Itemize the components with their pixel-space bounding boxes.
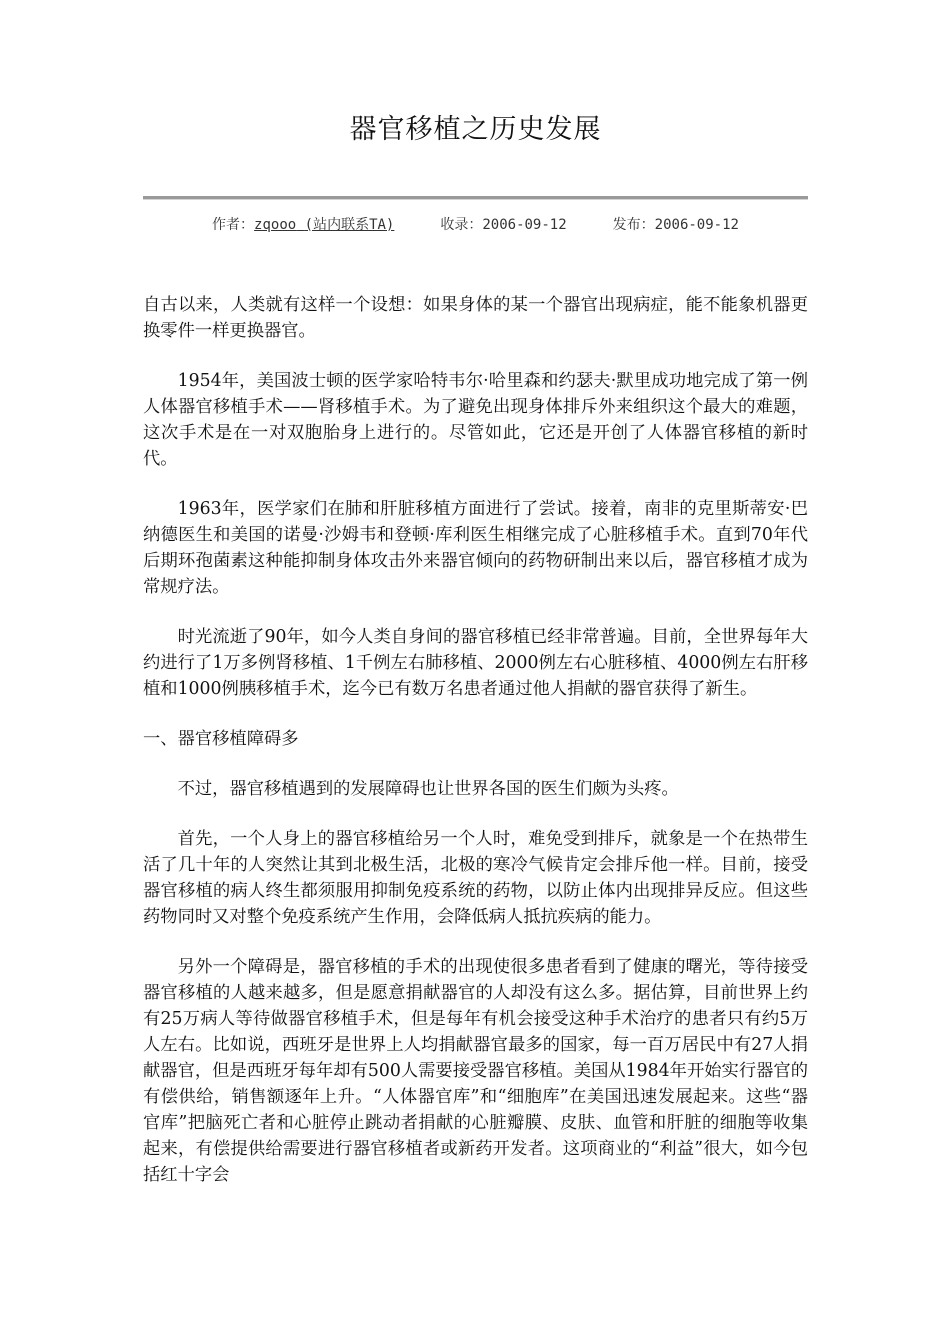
paragraph-current-status: 时光流逝了90年，如今人类自身间的器官移植已经非常普遍。目前，全世界每年大约进行了1万多例肾移植、1千例左右肺移植、2000例左右心脏移植、4000例左右肝移植和1000例胰移植手术，迄今已有数万名患者通过他人捐献的器官获得了新生。: [143, 627, 808, 699]
paragraph-obstacles-intro: 不过，器官移植遇到的发展障碍也让世界各国的医生们颇为头疼。: [177, 779, 679, 799]
paragraph-intro: 自古以来，人类就有这样一个设想：如果身体的某一个器官出现病症，能不能象机器更换零件一样更换器官。: [143, 295, 808, 341]
paragraph-donor-shortage: 另外一个障碍是，器官移植的手术的出现使很多患者看到了健康的曙光，等待接受器官移植的人越来越多，但是愿意捐献器官的人却没有这么多。据估算，目前世界上约有25万病人等待做器官移植手术，但是每年有机会接受这种手术治疗的患者只有约5万人左右。比如说，西班牙是世界上人均捐献器官最多的国家，每一百万居民中有27人捐献器官，但是西班牙每年却有500人需要接受器官移植。美国从1984年开始实行器官的有偿供给，销售额逐年上升。“人体器官库”和“细胞库”在美国迅速发展起来。这些“器官库”把脑死亡者和心脏停止跳动者捐献的心脏瓣膜、皮肤、血管和肝脏的细胞等收集起来，有偿提供给需要进行器官移植者或新药开发者。这项商业的“利益”很大，如今包括红十字会: [143, 957, 808, 1185]
author-name: zqooo: [254, 217, 297, 233]
paragraph-rejection: 首先，一个人身上的器官移植给另一个人时，难免受到排斥，就象是一个在热带生活了几十年的人突然让其到北极生活，北极的寒冷气候肯定会排斥他一样。目前，接受器官移植的病人终生都须服用抑制免疫系统的药物，以防止体内出现排异反应。但这些药物同时又对整个免疫系统产生作用，会降低病人抵抗疾病的能力。: [143, 829, 808, 927]
article-meta: [143, 214, 808, 236]
article-body: [143, 292, 808, 1212]
collected-label: 收录：: [440, 217, 483, 233]
section-heading: 一、器官移植障碍多: [143, 729, 299, 749]
published-date: 2006-09-12: [654, 217, 739, 233]
published-label: 发布：: [612, 217, 655, 233]
author-contact: (站内联系TA): [304, 217, 395, 233]
article-title: 器官移植之历史发展: [349, 114, 602, 145]
author-link[interactable]: [254, 217, 394, 233]
author-label: 作者：: [212, 217, 255, 233]
collected-date: 2006-09-12: [482, 217, 567, 233]
paragraph-1963: 1963年，医学家们在肺和肝脏移植方面进行了尝试。接着，南非的克里斯蒂安·巴纳德医生和美国的诺曼·沙姆韦和登顿·库利医生相继完成了心脏移植手术。直到70年代后期环孢菌素这种能抑制身体攻击外来器官倾向的药物研制出来以后，器官移植才成为常规疗法。: [143, 499, 808, 597]
paragraph-1954: 1954年，美国波士顿的医学家哈特韦尔·哈里森和约瑟夫·默里成功地完成了第一例人体器官移植手术——肾移植手术。为了避免出现身体排斥外来组织这个最大的难题，这次手术是在一对双胞胎身上进行的。尽管如此，它还是开创了人体器官移植的新时代。: [143, 371, 808, 469]
title-divider: [143, 196, 808, 200]
